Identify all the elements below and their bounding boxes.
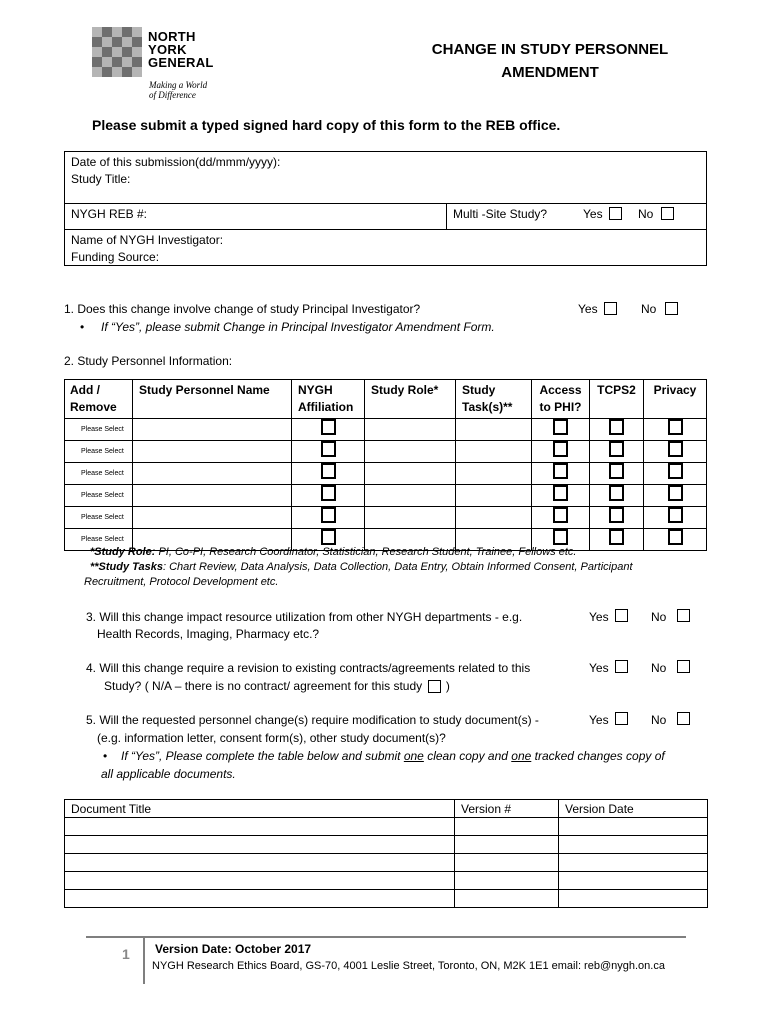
personnel-name-cell[interactable] [133, 441, 292, 463]
personnel-name-cell[interactable] [133, 419, 292, 441]
study-role-cell[interactable] [365, 441, 456, 463]
logo-line-1: NORTH [148, 29, 196, 44]
q5-line-1: 5. Will the requested personnel change(s) require modification to study document(s) - [86, 713, 539, 727]
phi-checkbox[interactable] [553, 485, 568, 501]
col-privacy: Privacy [644, 380, 707, 419]
version-number-cell[interactable] [455, 836, 559, 854]
footer-divider [143, 938, 145, 984]
version-date-cell[interactable] [559, 872, 708, 890]
q4-no-checkbox[interactable] [677, 660, 690, 673]
reb-number-label: NYGH REB #: [71, 207, 148, 221]
footer-rule [86, 936, 686, 938]
form-title: CHANGE IN STUDY PERSONNEL AMENDMENT [431, 41, 669, 81]
q5-note: If “Yes”, Please complete the table below and submit one clean copy and one tracked changes copy of [121, 749, 665, 763]
q3-no-checkbox[interactable] [677, 609, 690, 622]
q1-yes-checkbox[interactable] [604, 302, 617, 315]
study-tasks-cell[interactable] [456, 419, 532, 441]
study-tasks-cell[interactable] [456, 441, 532, 463]
q5-no-label: No [651, 713, 667, 727]
tcps2-checkbox[interactable] [609, 507, 624, 523]
table-row [65, 463, 707, 485]
tcps2-checkbox[interactable] [609, 419, 624, 435]
multisite-no-checkbox[interactable] [661, 207, 674, 220]
document-title-cell[interactable] [65, 872, 455, 890]
personnel-name-cell[interactable] [133, 485, 292, 507]
version-date-cell[interactable] [559, 854, 708, 872]
study-role-cell[interactable] [365, 485, 456, 507]
date-label: Date of this submission(dd/mmm/yyyy): [71, 155, 281, 169]
col-version-date: Version Date [559, 800, 708, 818]
add-remove-select[interactable]: Please Select [65, 441, 133, 463]
q3-yes-label: Yes [589, 610, 609, 624]
version-number-cell[interactable] [455, 890, 559, 908]
privacy-checkbox[interactable] [668, 419, 683, 435]
privacy-checkbox[interactable] [668, 441, 683, 457]
investigator-label: Name of NYGH Investigator: [71, 233, 224, 247]
col-add-remove: Add / Remove [65, 380, 133, 419]
tcps2-checkbox[interactable] [609, 529, 624, 545]
col-version-number: Version # [455, 800, 559, 818]
version-date-cell[interactable] [559, 818, 708, 836]
table-row [65, 485, 707, 507]
affiliation-checkbox[interactable] [321, 419, 336, 435]
study-role-cell[interactable] [365, 419, 456, 441]
q4-yes-label: Yes [589, 661, 609, 675]
phi-checkbox[interactable] [553, 463, 568, 479]
tcps2-checkbox[interactable] [609, 463, 624, 479]
col-study-role: Study Role* [365, 380, 456, 419]
study-tasks-cell[interactable] [456, 463, 532, 485]
affiliation-checkbox[interactable] [321, 441, 336, 457]
q4-yes-checkbox[interactable] [615, 660, 628, 673]
table-row [65, 872, 708, 890]
role-footnote-text: PI, Co-PI, Research Coordinator, Statistician, Research Student, Trainee, Fellows etc. [155, 546, 577, 558]
add-remove-select[interactable]: Please Select [65, 507, 133, 529]
version-number-cell[interactable] [455, 872, 559, 890]
add-remove-select[interactable]: Please Select [65, 529, 133, 551]
q5-no-checkbox[interactable] [677, 712, 690, 725]
table-row [65, 507, 707, 529]
logo-mark-icon [92, 27, 142, 77]
personnel-name-cell[interactable] [133, 507, 292, 529]
q1-no-checkbox[interactable] [665, 302, 678, 315]
study-tasks-cell[interactable] [456, 507, 532, 529]
q1-text: 1. Does this change involve change of study Principal Investigator? [64, 302, 421, 316]
q4-line-2-end: ) [445, 679, 450, 693]
privacy-checkbox[interactable] [668, 485, 683, 501]
q5-line-2: (e.g. information letter, consent form(s), other study document(s)? [97, 731, 446, 745]
q2-text: 2. Study Personnel Information: [64, 354, 233, 368]
personnel-header-row [65, 380, 707, 419]
col-affiliation: NYGH Affiliation [292, 380, 365, 419]
funding-label: Funding Source: [71, 250, 160, 264]
q1-yes-label: Yes [578, 302, 598, 316]
role-footnote-label: *Study Role: [90, 546, 156, 558]
table-row [65, 818, 708, 836]
task-footnote-label: **Study Tasks [90, 561, 163, 573]
col-access-phi: Access to PHI? [532, 380, 590, 419]
q3-line-1: 3. Will this change impact resource utilization from other NYGH departments - e.g. [86, 610, 523, 624]
q3-yes-checkbox[interactable] [615, 609, 628, 622]
q3-line-2: Health Records, Imaging, Pharmacy etc.? [97, 627, 320, 641]
phi-checkbox[interactable] [553, 507, 568, 523]
table-row [65, 441, 707, 463]
logo-line-3: GENERAL [148, 55, 214, 70]
table-row [65, 854, 708, 872]
q3-no-label: No [651, 610, 667, 624]
submission-instruction: Please submit a typed signed hard copy of this form to the REB office. [92, 117, 561, 133]
add-remove-select[interactable]: Please Select [65, 463, 133, 485]
add-remove-select[interactable]: Please Select [65, 419, 133, 441]
logo-tagline: Making a World of Difference [149, 80, 208, 100]
col-document-title: Document Title [65, 800, 455, 818]
multisite-yes-checkbox[interactable] [609, 207, 622, 220]
document-header-row [65, 800, 708, 818]
add-remove-select[interactable]: Please Select [65, 485, 133, 507]
study-info-box [64, 151, 707, 266]
table-footnotes [84, 545, 700, 590]
affiliation-checkbox[interactable] [321, 463, 336, 479]
logo-wordmark [148, 30, 214, 69]
table-row [65, 890, 708, 908]
version-number-cell[interactable] [455, 854, 559, 872]
tcps2-checkbox[interactable] [609, 485, 624, 501]
multisite-no-label: No [638, 207, 654, 221]
table-row [65, 836, 708, 854]
q4-na-checkbox[interactable] [428, 680, 441, 693]
q1-no-label: No [641, 302, 657, 316]
version-date-cell[interactable] [559, 836, 708, 854]
q5-note-line-2: all applicable documents. [101, 767, 236, 781]
document-table [64, 799, 708, 908]
personnel-name-cell[interactable] [133, 463, 292, 485]
page-number: 1 [122, 946, 130, 962]
tcps2-checkbox[interactable] [609, 441, 624, 457]
version-number-cell[interactable] [455, 818, 559, 836]
affiliation-checkbox[interactable] [321, 485, 336, 501]
document-title-cell[interactable] [65, 854, 455, 872]
personnel-table [64, 379, 707, 551]
multisite-yes-label: Yes [583, 207, 603, 221]
phi-checkbox[interactable] [553, 529, 568, 545]
affiliation-checkbox[interactable] [321, 529, 336, 545]
affiliation-checkbox[interactable] [321, 507, 336, 523]
table-row [65, 419, 707, 441]
col-personnel-name: Study Personnel Name [133, 380, 292, 419]
col-tcps2: TCPS2 [590, 380, 644, 419]
privacy-checkbox[interactable] [668, 463, 683, 479]
task-footnote-text: : Chart Review, Data Analysis, Data Collection, Data Entry, Obtain Informed Consent, Participant [162, 561, 633, 573]
q1-note: If “Yes”, please submit Change in Principal Investigator Amendment Form. [101, 320, 495, 334]
privacy-checkbox[interactable] [668, 507, 683, 523]
document-title-cell[interactable] [65, 818, 455, 836]
document-title-cell[interactable] [65, 836, 455, 854]
q1-bullet: • [80, 320, 85, 334]
q4-no-label: No [651, 661, 667, 675]
study-role-cell[interactable] [365, 507, 456, 529]
phi-checkbox[interactable] [553, 441, 568, 457]
multisite-label: Multi -Site Study? [453, 207, 548, 221]
study-title-label: Study Title: [71, 172, 131, 186]
task-footnote-text-2: Recruitment, Protocol Development etc. [84, 576, 279, 588]
q5-bullet: • [103, 749, 108, 763]
q4-line-1: 4. Will this change require a revision to existing contracts/agreements related to this [86, 661, 531, 675]
study-tasks-cell[interactable] [456, 485, 532, 507]
version-date-cell[interactable] [559, 890, 708, 908]
logo-line-2: YORK [148, 42, 187, 57]
q4-line-2: Study? ( N/A – there is no contract/ agreement for this study [104, 679, 423, 693]
document-title-cell[interactable] [65, 890, 455, 908]
footer-address: NYGH Research Ethics Board, GS-70, 4001 Leslie Street, Toronto, ON, M2K 1E1 email: reb@nygh.on.ca [152, 960, 665, 972]
study-role-cell[interactable] [365, 463, 456, 485]
privacy-checkbox[interactable] [668, 529, 683, 545]
footer-version-date: Version Date: October 2017 [155, 942, 312, 956]
q5-yes-label: Yes [589, 713, 609, 727]
phi-checkbox[interactable] [553, 419, 568, 435]
q5-yes-checkbox[interactable] [615, 712, 628, 725]
col-study-tasks: Study Task(s)** [456, 380, 532, 419]
